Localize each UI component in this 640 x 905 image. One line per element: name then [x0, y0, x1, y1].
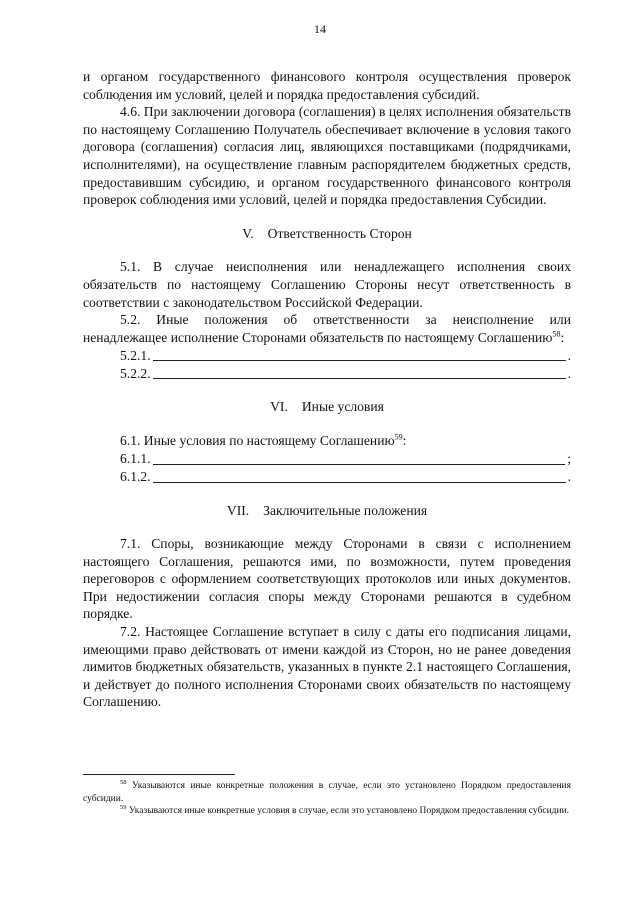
item-6-1-1-blank: [153, 450, 566, 465]
item-6-1-2: [83, 468, 571, 486]
paragraph-7-1: 7.1. Споры, возникающие между Сторонами в связи с исполнением настоящего Соглашения, решаются ими, по возможности, путем проведения переговоров с оформлением соответствующих протоколов или иных документов. При недостижении согласия споры между Сторонами решаются в судебном порядке.: [83, 536, 571, 622]
section-7-number: VII.: [226, 502, 250, 518]
section-6-title: Иные условия: [301, 399, 384, 415]
footnote-58-text: Указываются иные конкретные положения в случае, если это установлено Порядком предоставления субсидии.: [83, 781, 571, 804]
paragraph-6-1: [83, 432, 571, 450]
item-6-1-2-label: 6.1.2.: [120, 468, 151, 484]
paragraph-6-1-text: 6.1. Иные условия по настоящему Соглашению: [120, 432, 395, 448]
item-5-2-1-blank: [153, 346, 566, 361]
item-6-1-1-end: ;: [567, 450, 571, 466]
footnote-58: [83, 780, 571, 805]
item-5-2-2-end: .: [567, 365, 571, 381]
footnote-ref-59: 59: [394, 432, 403, 442]
item-5-2-2: [83, 364, 571, 382]
paragraph-4-6: 4.6. При заключении договора (соглашения) в целях исполнения обязательств по настоящему Соглашению Получатель обеспечивает включение в условия такого договора (соглашения) согласия лиц, являющихся поставщиками (подрядчиками, исполнителями), на осуществление главным распорядителем бюджетных средств, предоставившим субсидию, и органом государственного финансового контроля проверок соблюдения ими условий, целей и порядка предоставления Субсидии.: [83, 104, 571, 208]
footnotes: [83, 780, 571, 818]
section-7-heading: [83, 502, 571, 520]
paragraph-7-2: 7.2. Настоящее Соглашение вступает в силу с даты его подписания лицами, имеющими право действовать от имени каждой из Сторон, но не ранее доведения лимитов бюджетных обязательств, указанных в пункте 2.1 настоящего Соглашения, и действует до полного исполнения Сторонами своих обязательств по настоящему Соглашению.: [83, 624, 571, 710]
item-5-2-2-label: 5.2.2.: [120, 365, 151, 381]
section-5-heading: [83, 225, 571, 243]
item-5-2-1-end: .: [567, 347, 571, 363]
item-6-1-1: [83, 450, 571, 468]
section-7-title: Заключительные положения: [263, 502, 428, 518]
footnote-separator: [83, 774, 235, 775]
section-6-heading: [83, 398, 571, 416]
paragraph-5-2-colon: :: [560, 329, 565, 345]
paragraph-5-2-text: 5.2. Иные положения об ответственности за неисполнение или ненадлежащее исполнение Сторонами обязательств по настоящему Соглашению: [83, 312, 571, 345]
page-number: 14: [314, 22, 326, 36]
footnote-ref-58: 58: [552, 329, 561, 339]
footnote-59-mark: 59: [120, 803, 127, 811]
section-6-number: VI.: [270, 399, 288, 415]
item-5-2-1-label: 5.2.1.: [120, 347, 151, 363]
footnote-59-text: Указываются иные конкретные условия в случае, если это установлено Порядком предоставления субсидии.: [128, 806, 570, 816]
item-6-1-2-end: .: [567, 468, 571, 484]
paragraph-5-1: 5.1. В случае неисполнения или ненадлежащего исполнения своих обязательств по настоящему Соглашению Стороны несут ответственность в соответствии с законодательством Российской Федерации.: [83, 259, 571, 310]
paragraph-intro: и органом государственного финансового контроля осуществления проверок соблюдения им условий, целей и порядка предоставления субсидий.: [83, 69, 571, 102]
document-body: [83, 68, 571, 711]
item-5-2-2-blank: [153, 364, 566, 379]
section-5-number: V.: [242, 225, 254, 241]
footnote-59: [83, 805, 571, 818]
paragraph-5-2: [83, 311, 571, 346]
item-6-1-1-label: 6.1.1.: [120, 450, 151, 466]
paragraph-6-1-colon: :: [402, 432, 407, 448]
section-5-title: Ответственность Сторон: [267, 225, 412, 241]
footnote-58-mark: 58: [120, 778, 127, 786]
item-5-2-1: [83, 346, 571, 364]
item-6-1-2-blank: [153, 468, 566, 483]
